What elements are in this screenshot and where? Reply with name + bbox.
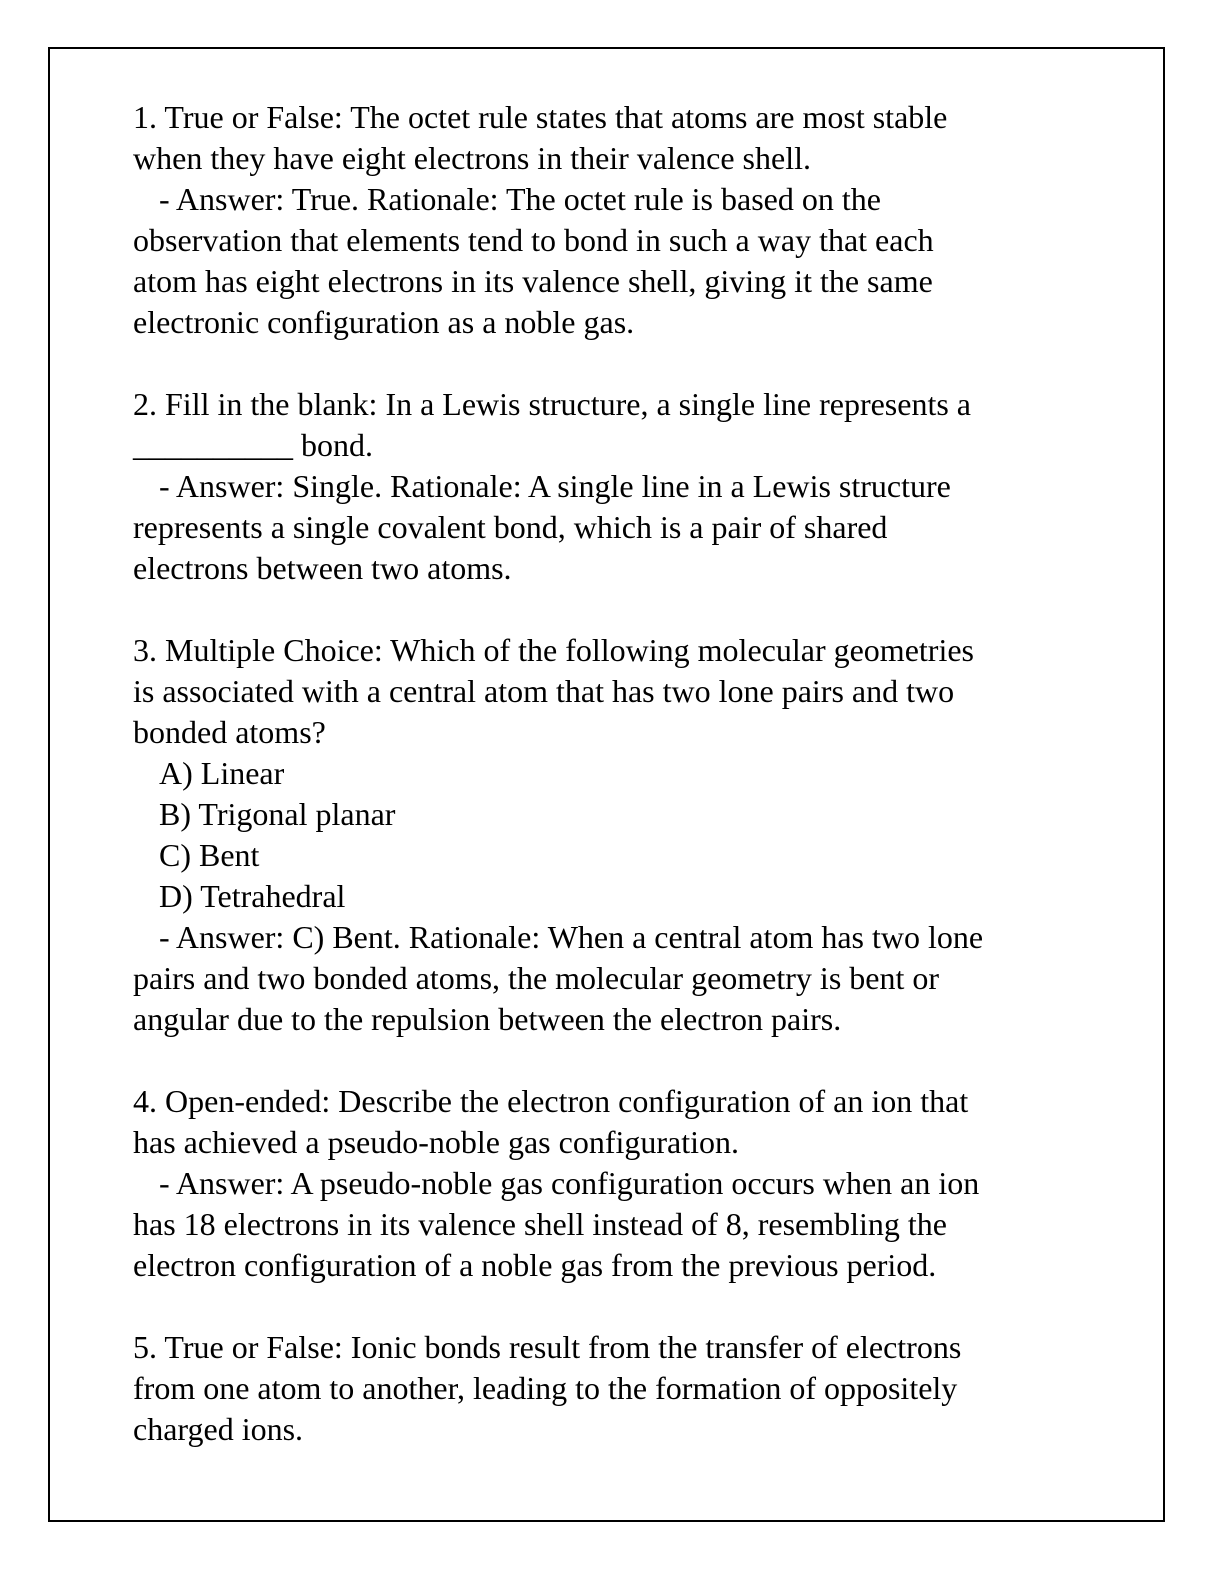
text-line: has 18 electrons in its valence shell instead of 8, resembling the bbox=[133, 1206, 947, 1242]
text-line: C) Bent bbox=[159, 837, 260, 873]
text-line: D) Tetrahedral bbox=[159, 878, 346, 914]
text-line: bonded atoms? bbox=[133, 714, 326, 750]
text-line: charged ions. bbox=[133, 1411, 304, 1447]
text-line: __________ bond. bbox=[133, 427, 373, 463]
question-4 bbox=[133, 1081, 1133, 1286]
question-1 bbox=[133, 97, 1133, 343]
question-3 bbox=[133, 630, 1133, 1040]
text-line: when they have eight electrons in their valence shell. bbox=[133, 140, 811, 176]
text-line: observation that elements tend to bond in such a way that each bbox=[133, 222, 934, 258]
question-2 bbox=[133, 384, 1133, 589]
text-line: is associated with a central atom that has two lone pairs and two bbox=[133, 673, 955, 709]
text-line: electron configuration of a noble gas from the previous period. bbox=[133, 1247, 937, 1283]
text-line: has achieved a pseudo-noble gas configuration. bbox=[133, 1124, 740, 1160]
text-line: 3. Multiple Choice: Which of the following molecular geometries bbox=[133, 632, 974, 668]
text-line: represents a single covalent bond, which is a pair of shared bbox=[133, 509, 888, 545]
text-line: - Answer: Single. Rationale: A single line in a Lewis structure bbox=[159, 468, 951, 504]
text-line: - Answer: C) Bent. Rationale: When a central atom has two lone bbox=[159, 919, 984, 955]
text-line: atom has eight electrons in its valence shell, giving it the same bbox=[133, 263, 933, 299]
text-line: - Answer: True. Rationale: The octet rule is based on the bbox=[159, 181, 881, 217]
text-line: 1. True or False: The octet rule states that atoms are most stable bbox=[133, 99, 948, 135]
text-line: 5. True or False: Ionic bonds result from the transfer of electrons bbox=[133, 1329, 962, 1365]
text-line: 2. Fill in the blank: In a Lewis structure, a single line represents a bbox=[133, 386, 971, 422]
question-5 bbox=[133, 1327, 1133, 1450]
text-line: electronic configuration as a noble gas. bbox=[133, 304, 635, 340]
text-line: A) Linear bbox=[159, 755, 285, 791]
text-line: pairs and two bonded atoms, the molecular geometry is bent or bbox=[133, 960, 940, 996]
text-line: electrons between two atoms. bbox=[133, 550, 512, 586]
text-line: - Answer: A pseudo-noble gas configuration occurs when an ion bbox=[159, 1165, 980, 1201]
text-line: angular due to the repulsion between the electron pairs. bbox=[133, 1001, 842, 1037]
text-line: 4. Open-ended: Describe the electron configuration of an ion that bbox=[133, 1083, 969, 1119]
text-line: B) Trigonal planar bbox=[159, 796, 396, 832]
quiz-content bbox=[133, 97, 1133, 1491]
text-line: from one atom to another, leading to the formation of oppositely bbox=[133, 1370, 958, 1406]
